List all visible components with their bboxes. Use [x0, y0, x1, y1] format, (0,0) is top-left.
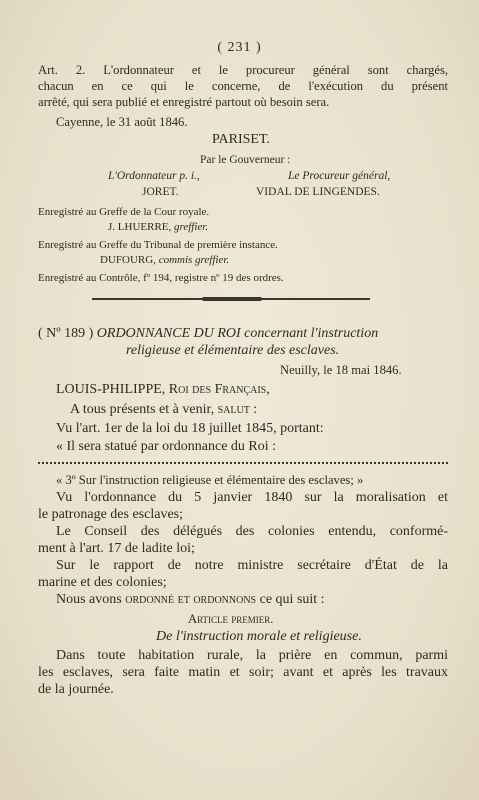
greeting-line: A tous présents et à venir, salut : [70, 402, 258, 417]
rapport-line-1: Sur le rapport de notre ministre secrétaire d'État de la [56, 558, 448, 573]
signature-pariset: PARISET. [212, 132, 270, 147]
registration-controle: Enregistré au Contrôle, fº 194, registre nº 19 des ordres. [38, 272, 284, 284]
article-2-line-2: chacun en ce qui le concerne, de l'exécution du présent [38, 79, 448, 93]
par-le-gouverneur: Par le Gouverneur : [200, 154, 291, 166]
vu-ordonnance-line-2: le patronage des esclaves; [38, 507, 183, 522]
article-2-line-1: Art. 2. L'ordonnateur et le procureur général sont chargés, [38, 63, 448, 77]
procureur-title: Le Procureur général, [288, 170, 391, 182]
article-2-line-3: arrêté, qui sera publié et enregistré partout où besoin sera. [38, 95, 330, 109]
rapport-line-2: marine et des colonies; [38, 575, 167, 590]
dateline-neuilly: Neuilly, le 18 mai 1846. [280, 363, 402, 377]
signature-vidal: VIDAL DE LINGENDES. [256, 186, 380, 198]
body-line-1: Dans toute habitation rurale, la prière en commun, parmi [56, 648, 448, 663]
body-line-3: de la journée. [38, 682, 114, 697]
vu-ordonnance-line-1: Vu l'ordonnance du 5 janvier 1840 sur la moralisation et [56, 490, 448, 505]
elision-dots [38, 462, 448, 464]
page-number: ( 231 ) [217, 40, 262, 55]
quote-statue: « Il sera statué par ordonnance du Roi : [56, 439, 277, 454]
registration-cour-royale: Enregistré au Greffe de la Cour royale. [38, 206, 210, 218]
body-line-2: les esclaves, sera faite matin et soir; avant et après les travaux [38, 665, 448, 680]
quote-instruction: « 3º Sur l'instruction religieuse et élémentaire des esclaves; » [56, 473, 364, 487]
ordonnons-line: Nous avons ordonné et ordonnons ce qui suit : [56, 592, 325, 607]
king-title: LOUIS-PHILIPPE, Roi des Français, [56, 382, 270, 397]
article-premier-heading: Article premier. [188, 612, 274, 626]
registration-tribunal: Enregistré au Greffe du Tribunal de première instance. [38, 239, 278, 251]
dateline-cayenne: Cayenne, le 31 août 1846. [56, 115, 188, 129]
vu-loi-line: Vu l'art. 1er de la loi du 18 juillet 1845, portant: [56, 421, 324, 436]
ordonnance-subtitle: religieuse et élémentaire des esclaves. [126, 343, 340, 358]
ordonnateur-title: L'Ordonnateur p. i., [108, 170, 200, 182]
conseil-line-1: Le Conseil des délégués des colonies entendu, conformé- [56, 524, 448, 539]
section-separator [92, 298, 370, 300]
article-premier-subtitle: De l'instruction morale et religieuse. [156, 629, 362, 644]
signature-dufourg: DUFOURG, commis greffier. [100, 254, 230, 266]
ordonnance-heading: ( Nº 189 ) ORDONNANCE DU ROI concernant l'instruction [38, 326, 379, 341]
conseil-line-2: ment à l'art. 17 de ladite loi; [38, 541, 195, 556]
signature-lhuerre: J. LHUERRE, greffier. [108, 221, 209, 233]
signature-joret: JORET. [142, 186, 179, 198]
